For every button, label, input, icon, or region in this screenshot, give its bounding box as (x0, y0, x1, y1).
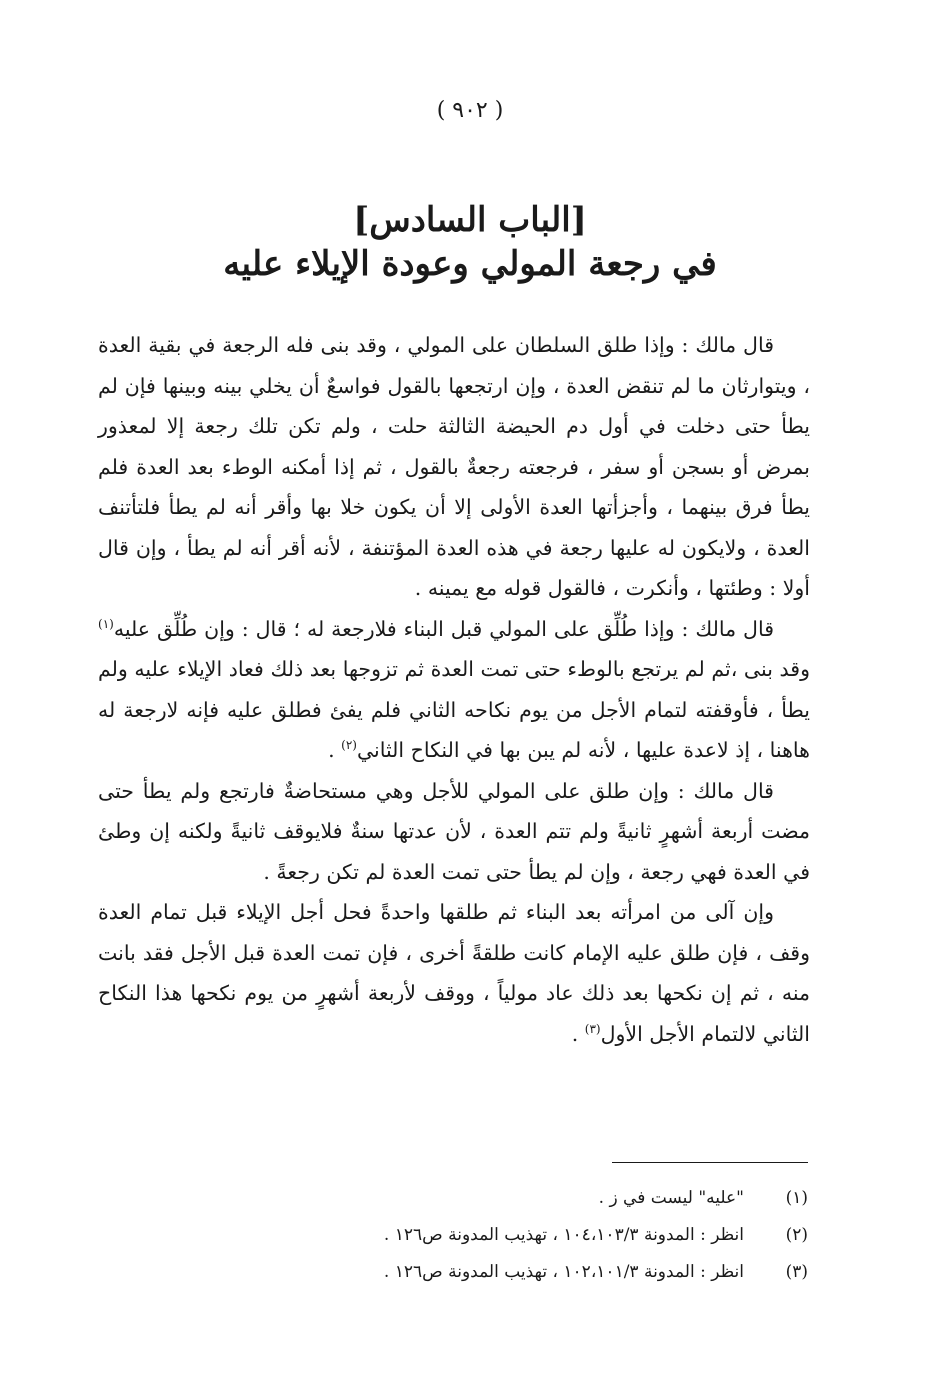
paragraph-text: وقد بنى ،ثم لم يرتجع بالوطء حتى تمت العدة ثم تزوجها بعد ذلك فعاد الإيلاء عليه ولم يطأ ، فأوقفته لتمام الأجل من يوم نكاحه الثاني فلم يفئ فطلق عليه فإنه لارجعة له هاهنا ، إذ لاعدة عليها ، لأنه لم يبن بها في النكاح الثاني (98, 657, 810, 762)
footnote-text: "عليه" ليست في ز . (598, 1188, 744, 1208)
footnote-item (300, 1217, 808, 1254)
paragraph-text: وإن آلى من امرأته بعد البناء ثم طلقها واحدةً فحل أجل الإيلاء قبل تمام العدة وقف ، فإن طلق عليه الإمام كانت طلقةً أخرى ، فإن تمت العدة قبل الأجل فقد بانت منه ، ثم إن نكحها بعد ذلك عاد مولياً ، ووقف لأربعة أشهرٍ من يوم نكحها هذا النكاح الثاني لالتمام الأجل الأول (98, 900, 810, 1046)
footnote-item (300, 1254, 808, 1291)
paragraph-1 (98, 325, 810, 609)
footnote-text: انظر : المدونة ١٠٤،١٠٣/٣ ، تهذيب المدونة ص١٢٦ . (383, 1225, 744, 1245)
footnote-separator (612, 1162, 808, 1163)
chapter-subtitle: في رجعة المولي وعودة الإيلاء عليه (223, 244, 717, 284)
chapter-title: [الباب السادس] (353, 200, 587, 240)
footnote-number: (١) (785, 1188, 808, 1208)
footnote-number: (٣) (785, 1262, 808, 1282)
body-text (98, 325, 810, 1054)
footnote-ref: (١) (98, 616, 114, 631)
footnote-ref: (٣) (584, 1021, 601, 1036)
paragraph-text: قال مالك : وإن طلق على المولي للأجل وهي مستحاضةٌ فارتجع ولم يطأ حتى مضت أربعة أشهرٍ ثانيةً ولم تتم العدة ، لأن عدتها سنةٌ فلايوقف ثانيةً ولكنه إن وطئ في العدة فهي رجعة ، وإن لم يطأ حتى تمت العدة لم تكن رجعةً . (98, 778, 810, 884)
paragraph-text: . (328, 738, 342, 762)
paragraph-4 (98, 892, 810, 1054)
footnote-item (300, 1180, 808, 1217)
page-number: ( ٩٠٢ ) (436, 98, 504, 123)
paragraph-2 (98, 609, 810, 771)
paragraph-3 (98, 771, 810, 893)
paragraph-text: . (571, 1021, 585, 1046)
footnote-number: (٢) (785, 1225, 808, 1245)
footnote-text: انظر : المدونة ١٠٢،١٠١/٣ ، تهذيب المدونة ص١٢٦ . (383, 1262, 744, 1282)
footnote-ref: (٢) (341, 738, 357, 753)
paragraph-text: قال مالك : وإذا طلق السلطان على المولي ، وقد بنى فله الرجعة في بقية العدة ، ويتوارثان ما لم تنقض العدة ، وإن ارتجعها بالقول فواسعٌ أن يخلي بينه وبينها فإن لم يطأ حتى دخلت في أول دم الحيضة الثالثة حلت ، ولم تكن تلك رجعة إلا لمعذور بمرض أو بسجن أو سفر ، فرجعته رجعةٌ بالقول ، ثم إذا أمكنه الوطء بعد العدة فلم يطأ فرق بينهما ، وأجزأتها العدة الأولى إلا أن يكون خلا بها وأقر أنه لم يطأ فلتأتنف العدة ، ولايكون له عليها رجعة في هذه العدة المؤتنفة ، لأنه أقر أنه لم يطأ ، وإن قال أولا : وطئتها ، وأنكرت ، فالقول قوله مع يمينه . (98, 333, 810, 600)
footnotes (300, 1180, 808, 1291)
paragraph-text: قال مالك : وإذا طُلِّق على المولي قبل البناء فلارجعة له ؛ قال : وإن طُلِّق عليه (113, 616, 774, 641)
